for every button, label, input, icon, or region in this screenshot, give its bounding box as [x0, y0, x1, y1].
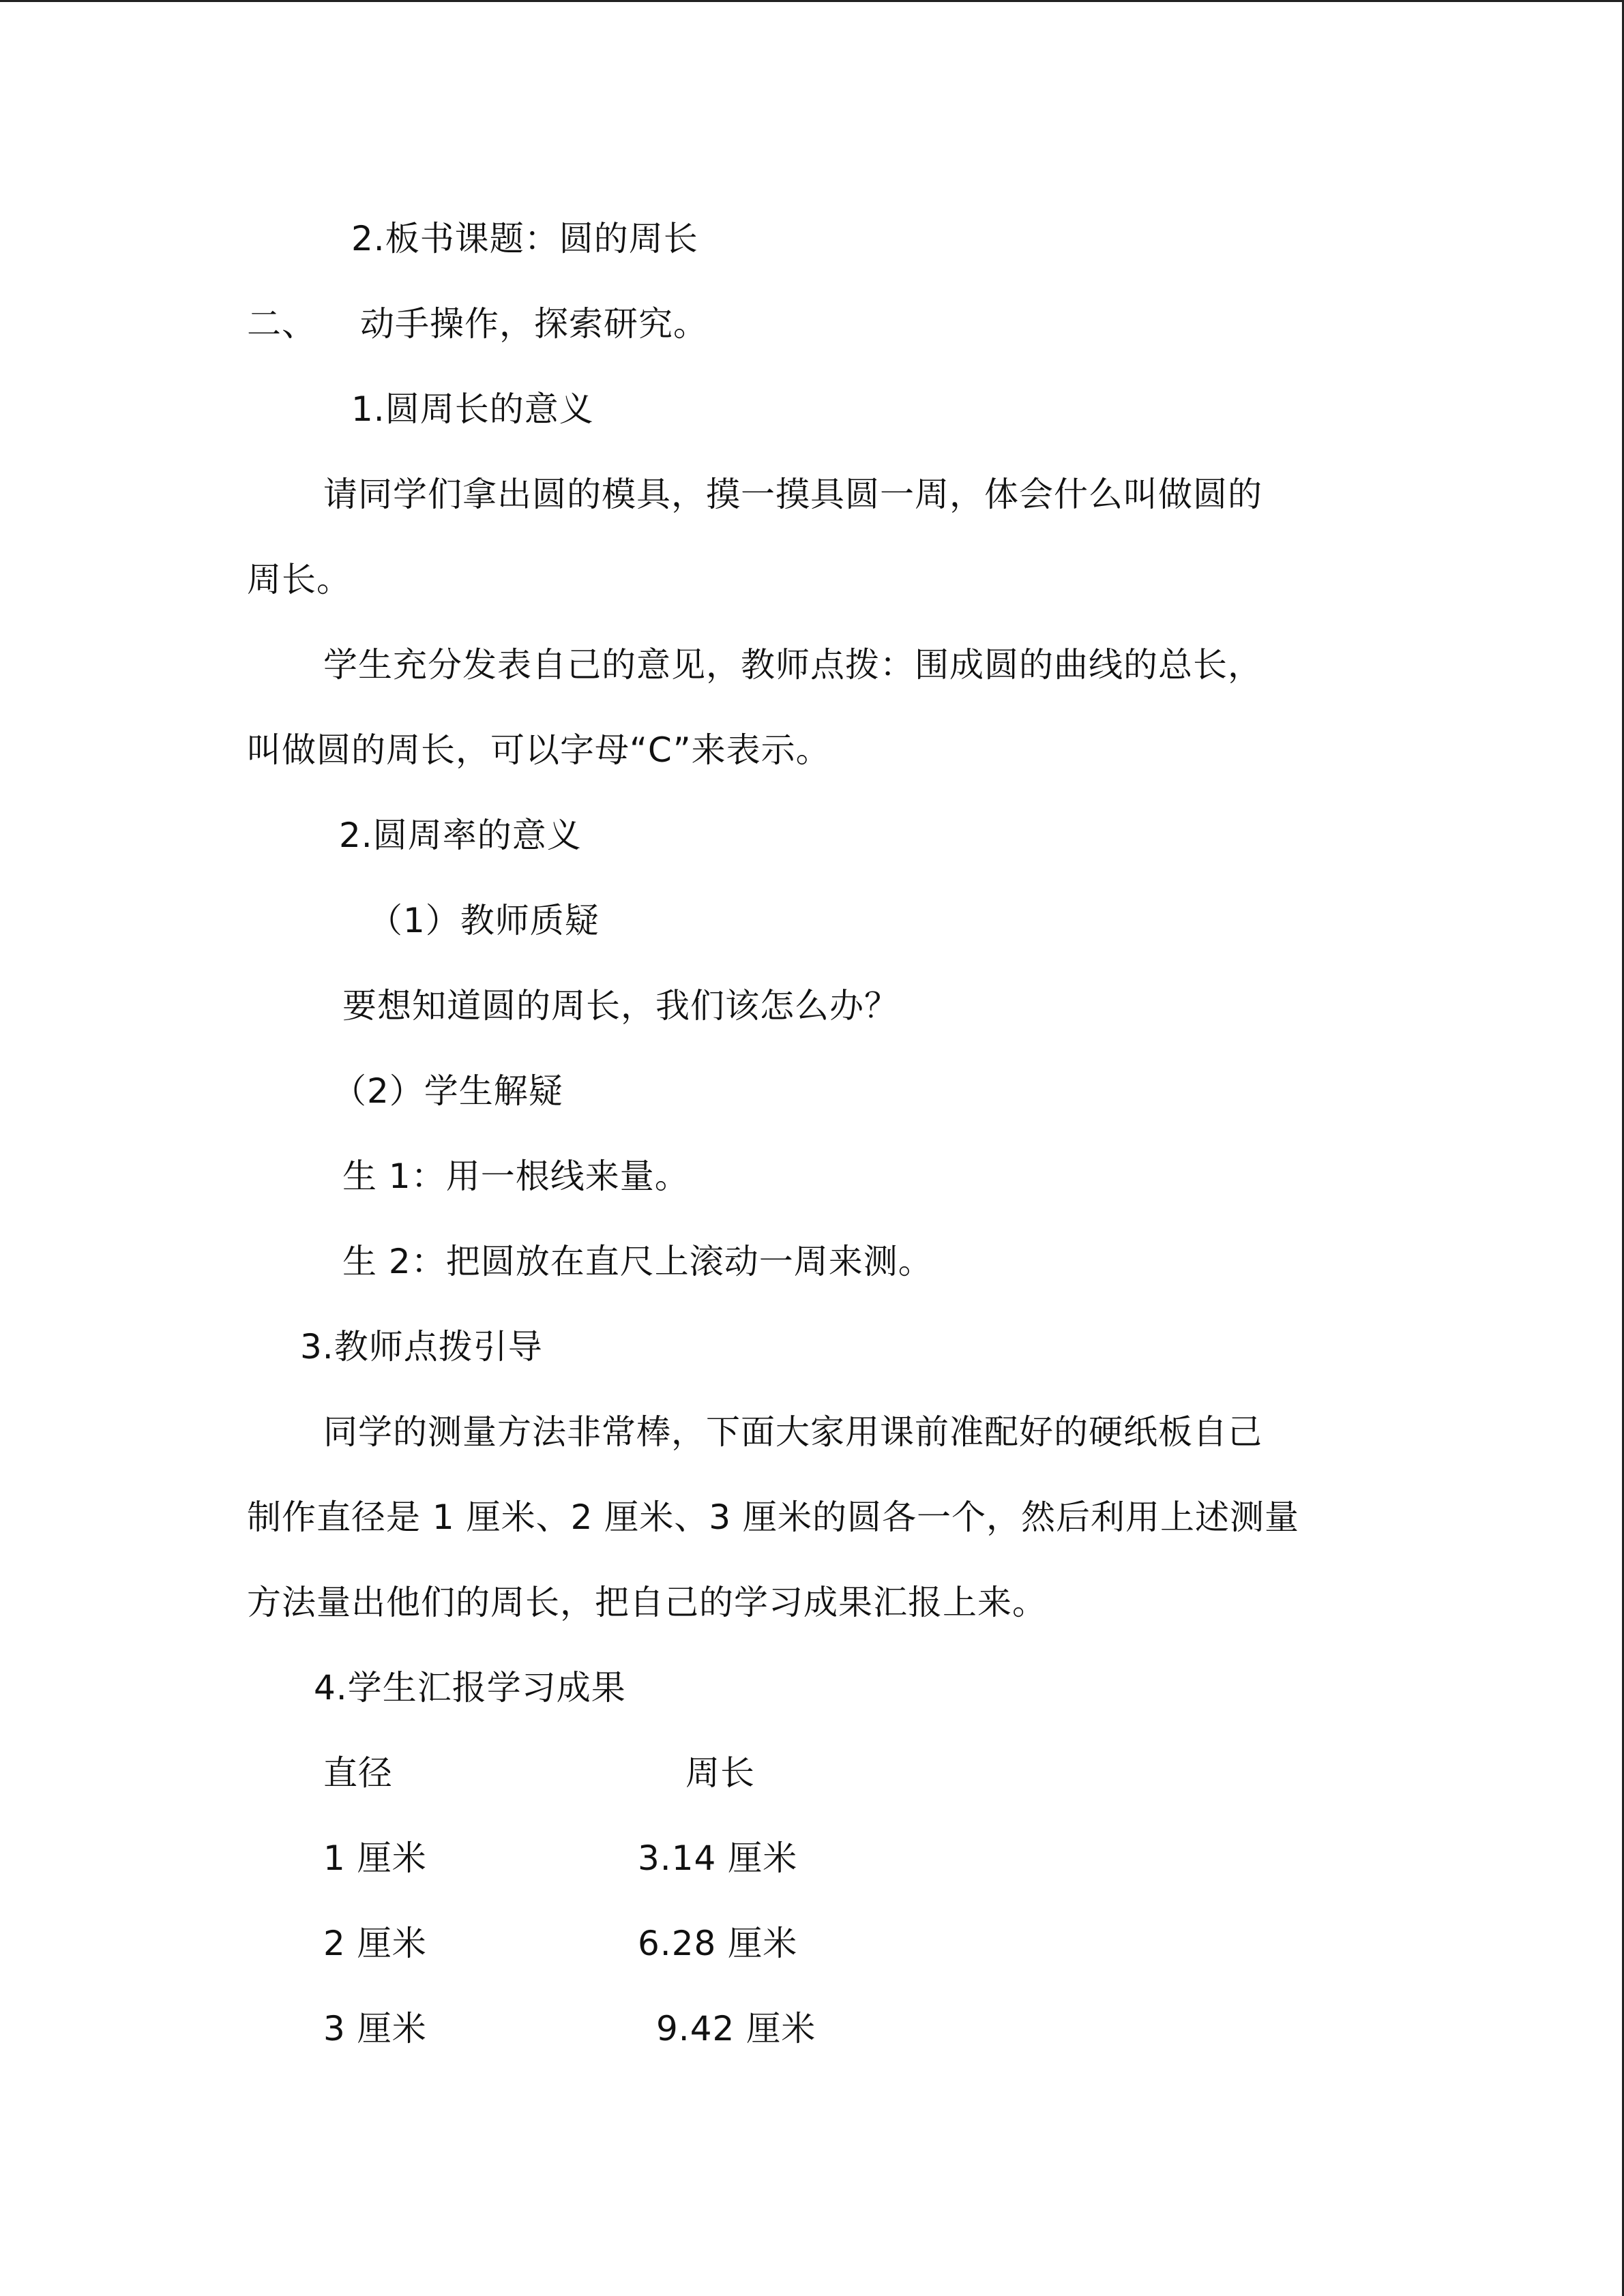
- paragraph-line: 周长。: [247, 560, 351, 599]
- paragraph-line: 生 1：用一根线来量。: [342, 1157, 690, 1196]
- table-cell-diameter: 2 厘米: [323, 1924, 427, 1963]
- paragraph-line: 要想知道圆的周长，我们该怎么办？: [342, 986, 899, 1026]
- paragraph-line: 同学的测量方法非常棒，下面大家用课前准配好的硬纸板自己: [323, 1412, 1263, 1452]
- subheading-teacher-guidance: 3.教师点拨引导: [300, 1327, 543, 1367]
- subheading-teacher-question: （1）教师质疑: [368, 901, 600, 940]
- paragraph-line: 方法量出他们的周长，把自己的学习成果汇报上来。: [247, 1583, 1047, 1622]
- section-heading: 动手操作，探索研究。: [360, 304, 708, 344]
- table-cell-diameter: 3 厘米: [323, 2009, 427, 2048]
- subheading-student-answer: （2）学生解疑: [332, 1071, 563, 1111]
- section-number: 二、: [247, 304, 316, 344]
- table-header-circumference: 周长: [685, 1753, 755, 1793]
- table-cell-circumference: 3.14 厘米: [638, 1838, 798, 1878]
- subheading-board-title: 2.板书课题：圆的周长: [351, 219, 698, 258]
- table-cell-circumference: 6.28 厘米: [638, 1924, 798, 1963]
- paragraph-line: 请同学们拿出圆的模具，摸一摸具圆一周，体会什么叫做圆的: [323, 475, 1263, 514]
- subheading-pi-meaning: 2.圆周率的意义: [339, 816, 582, 855]
- subheading-circumference-meaning: 1.圆周长的意义: [351, 389, 594, 429]
- table-cell-diameter: 1 厘米: [323, 1838, 427, 1878]
- paragraph-line: 生 2：把圆放在直尺上滚动一周来测。: [342, 1242, 933, 1281]
- paragraph-line: 学生充分发表自己的意见，教师点拨：围成圆的曲线的总长，: [323, 645, 1263, 685]
- paragraph-line: 叫做圆的周长，可以字母“C”来表示。: [247, 730, 831, 770]
- table-header-diameter: 直径: [323, 1753, 393, 1793]
- subheading-student-report: 4.学生汇报学习成果: [314, 1668, 626, 1708]
- paragraph-line: 制作直径是 1 厘米、2 厘米、3 厘米的圆各一个，然后利用上述测量: [247, 1497, 1300, 1537]
- table-cell-circumference: 9.42 厘米: [656, 2009, 816, 2048]
